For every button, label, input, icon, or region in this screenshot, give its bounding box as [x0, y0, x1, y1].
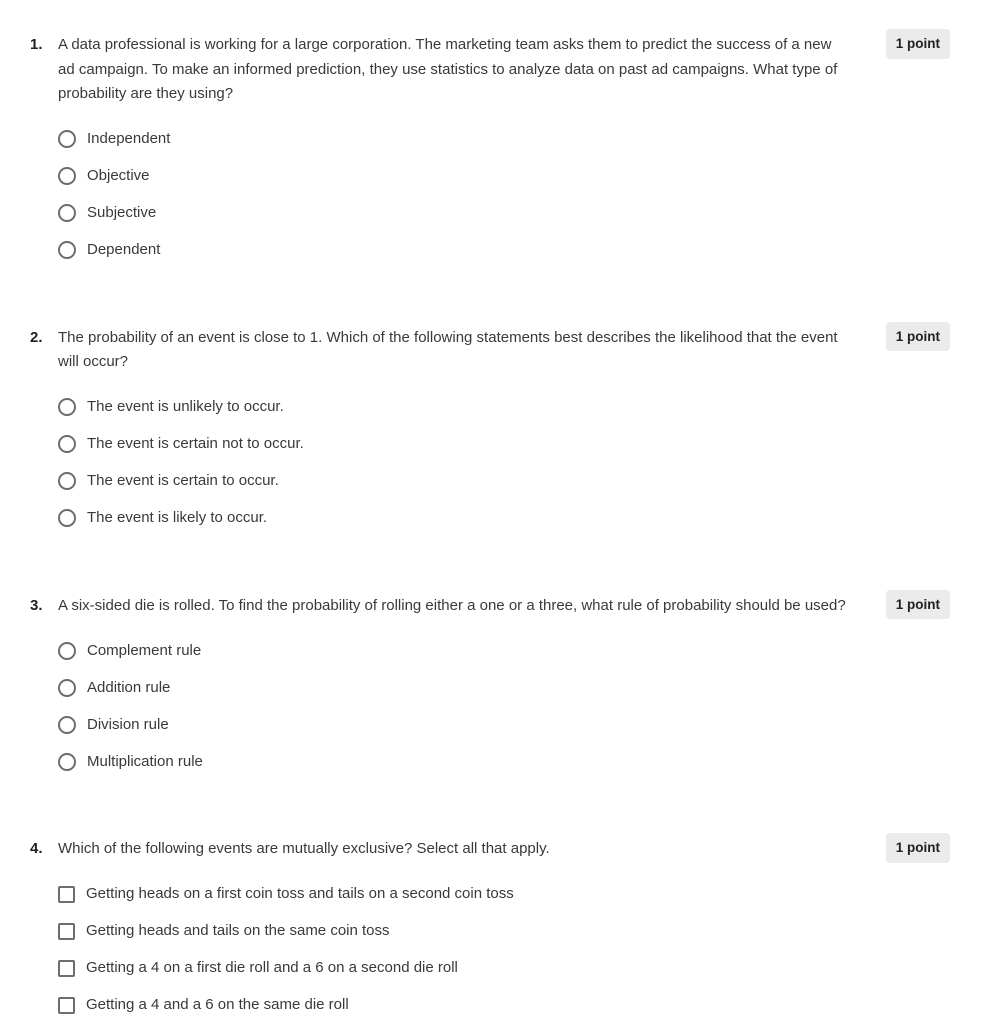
answer-option[interactable]: [58, 913, 866, 950]
answer-option[interactable]: [58, 669, 866, 706]
answer-option[interactable]: [58, 500, 866, 537]
question-4-body: [30, 837, 866, 1024]
option-label: Getting heads and tails on the same coin toss: [86, 922, 390, 939]
answer-option[interactable]: [58, 632, 866, 669]
option-label: The event is likely to occur.: [87, 509, 268, 526]
checkbox-icon[interactable]: [58, 997, 75, 1014]
answer-option[interactable]: [58, 426, 866, 463]
radio-button-icon[interactable]: [58, 642, 76, 660]
checkbox-icon[interactable]: [58, 923, 75, 940]
question-number: 1.: [30, 36, 43, 53]
option-label: Getting heads on a first coin toss and tails on a second coin toss: [86, 885, 514, 902]
checkbox-icon[interactable]: [58, 960, 75, 977]
radio-button-icon[interactable]: [58, 167, 76, 185]
option-label: The event is certain not to occur.: [87, 435, 304, 452]
question-text: A six-sided die is rolled. To find the probability of rolling either a one or a three, what rule of probability should be used?: [58, 596, 846, 614]
option-label: Objective: [87, 167, 150, 184]
answer-option[interactable]: [58, 743, 866, 780]
question-4: [30, 837, 950, 1024]
answer-option[interactable]: [58, 987, 866, 1024]
question-3-header: [30, 594, 866, 619]
option-label: Multiplication rule: [87, 752, 203, 770]
option-label: Subjective: [87, 204, 157, 221]
question-1: [30, 33, 950, 269]
question-1-body: [30, 33, 866, 269]
option-label: The event is unlikely to occur.: [87, 398, 284, 415]
radio-button-icon[interactable]: [58, 241, 76, 259]
option-label: Complement rule: [87, 641, 202, 659]
question-2-body: [30, 326, 866, 537]
question-3-options: [58, 632, 866, 780]
answer-option[interactable]: [58, 876, 866, 913]
question-2: [30, 326, 950, 537]
points-badge: 1 point: [886, 322, 950, 352]
question-4-header: [30, 837, 866, 862]
answer-option[interactable]: [58, 706, 866, 743]
radio-button-icon[interactable]: [58, 130, 76, 148]
question-number: 3.: [30, 596, 43, 614]
points-badge: 1 point: [886, 833, 950, 863]
question-text: A data professional is working for a large corporation. The marketing team asks them to predict the success of a new ad campaign. To make an informed prediction, they use statistics to analyze data on past ad campaigns. What type of probability are they using?: [58, 36, 838, 102]
option-label: Addition rule: [87, 678, 171, 696]
checkbox-icon[interactable]: [58, 886, 75, 903]
question-1-header: [30, 33, 866, 107]
radio-button-icon[interactable]: [58, 472, 76, 490]
radio-button-icon[interactable]: [58, 679, 76, 697]
radio-button-icon[interactable]: [58, 435, 76, 453]
question-text: Which of the following events are mutually exclusive? Select all that apply.: [58, 840, 550, 857]
question-3-body: [30, 594, 866, 781]
option-label: Independent: [87, 130, 171, 147]
question-2-options: [58, 389, 866, 537]
points-badge: 1 point: [886, 590, 950, 620]
option-label: Dependent: [87, 241, 161, 258]
answer-option[interactable]: [58, 232, 866, 269]
radio-button-icon[interactable]: [58, 753, 76, 771]
question-1-options: [58, 121, 866, 269]
question-2-header: [30, 326, 866, 375]
radio-button-icon[interactable]: [58, 509, 76, 527]
answer-option[interactable]: [58, 195, 866, 232]
answer-option[interactable]: [58, 389, 866, 426]
radio-button-icon[interactable]: [58, 398, 76, 416]
question-text: The probability of an event is close to 1. Which of the following statements best describes the likelihood that the event will occur?: [58, 328, 838, 370]
radio-button-icon[interactable]: [58, 716, 76, 734]
answer-option[interactable]: [58, 158, 866, 195]
option-label: Getting a 4 on a first die roll and a 6 on a second die roll: [86, 959, 458, 976]
question-4-options: [58, 876, 866, 1024]
question-3: [30, 594, 950, 781]
option-label: Getting a 4 and a 6 on the same die roll: [86, 996, 349, 1013]
answer-option[interactable]: [58, 463, 866, 500]
points-badge: 1 point: [886, 29, 950, 59]
answer-option[interactable]: [58, 950, 866, 987]
answer-option[interactable]: [58, 121, 866, 158]
option-label: The event is certain to occur.: [87, 472, 279, 489]
question-number: 4.: [30, 840, 43, 857]
option-label: Division rule: [87, 715, 169, 733]
radio-button-icon[interactable]: [58, 204, 76, 222]
question-number: 2.: [30, 328, 43, 346]
